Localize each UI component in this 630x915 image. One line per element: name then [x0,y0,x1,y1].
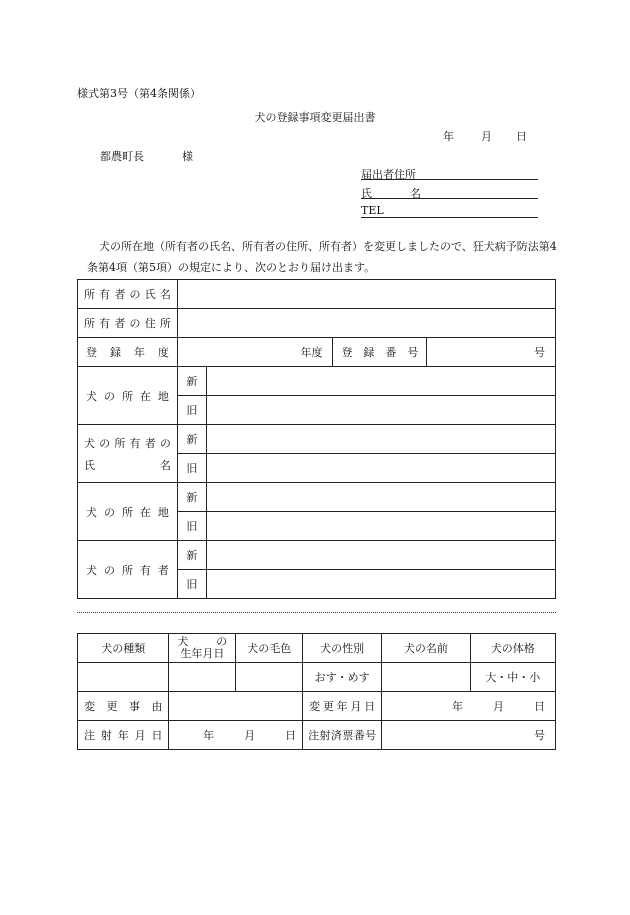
change-reason-field[interactable] [169,692,303,721]
coat-field[interactable] [236,663,303,692]
dog-location-label: 犬 の 所 在 地 [78,367,178,425]
breed-field[interactable] [78,663,169,692]
dog-owner-name-label: 犬 の 所 有 者 の 氏 名 [78,425,178,483]
new-label: 新 [177,425,206,454]
cut-line [77,612,556,613]
dog-location-2-new-field[interactable] [206,483,555,512]
owner-address-label: 所 有 者 の 住 所 [78,309,178,338]
dog-owner-name-old-field[interactable] [206,454,555,483]
coat-header: 犬の毛色 [236,634,303,663]
injection-date-field[interactable]: 年 月 日 [169,721,303,750]
applicant-tel-label: TEL [361,204,384,217]
applicant-name-label-2: 名 [410,187,421,200]
registration-year-label: 登 録 年 度 [78,338,178,367]
dog-location-2-label: 犬 の 所 在 地 [78,483,178,541]
sex-options[interactable]: おす・めす [303,663,382,692]
new-label: 新 [177,367,206,396]
applicant-address-label: 届出者住所 [361,168,416,181]
new-label: 新 [177,483,206,512]
date-day-label: 日 [516,130,527,143]
addressee-honorific: 様 [182,150,193,163]
dog-owner-new-field[interactable] [206,541,555,570]
size-header: 犬の体格 [470,634,555,663]
injection-ticket-label: 注 射 済 票 番 号 [303,721,382,750]
body-text: 犬の所在地（所有者の氏名、所有者の住所、所有者）を変更しましたので、狂犬病予防法第4条第4項（第5項）の規定により、次のとおり届け出ます。 [87,240,557,274]
old-label: 旧 [177,396,206,425]
dog-location-2-old-field[interactable] [206,512,555,541]
dog-name-field[interactable] [382,663,470,692]
registration-number-label: 登 録 番 号 [333,338,427,367]
breed-header: 犬の種類 [78,634,169,663]
main-table [77,279,556,599]
change-date-field[interactable]: 年 月 日 [382,692,556,721]
old-label: 旧 [177,570,206,599]
dog-name-header: 犬の名前 [382,634,470,663]
date-month-label: 月 [481,130,492,143]
form-number: 様式第3号（第4条関係） [77,87,201,100]
old-label: 旧 [177,454,206,483]
registration-year-field[interactable]: 年度 [177,338,333,367]
change-date-label: 変 更 年 月 日 [303,692,382,721]
old-label: 旧 [177,512,206,541]
dog-location-new-field[interactable] [206,367,555,396]
injection-date-label: 注 射 年 月 日 [78,721,169,750]
new-label: 新 [177,541,206,570]
injection-ticket-field[interactable]: 号 [382,721,556,750]
owner-name-label: 所 有 者 の 氏 名 [78,280,178,309]
addressee-name: 都農町長 [100,150,144,163]
date-year-label: 年 [443,130,454,143]
dog-owner-name-new-field[interactable] [206,425,555,454]
owner-name-field[interactable] [177,280,555,309]
applicant-name-line[interactable] [361,185,538,199]
page-title: 犬の登録事項変更届出書 [254,111,376,124]
dog-owner-old-field[interactable] [206,570,555,599]
applicant-name-label-1: 氏 [361,187,372,200]
registration-number-field[interactable]: 号 [427,338,556,367]
applicant-address-line[interactable] [361,166,538,180]
birthdate-header: 犬 の 生年月日 [169,634,236,663]
birthdate-field[interactable] [169,663,236,692]
dog-owner-label: 犬 の 所 有 者 [78,541,178,599]
sex-header: 犬の性別 [303,634,382,663]
dog-location-old-field[interactable] [206,396,555,425]
change-reason-label: 変 更 事 由 [78,692,169,721]
applicant-tel-line[interactable] [361,204,538,218]
size-options[interactable]: 大・中・小 [470,663,555,692]
lower-table [77,633,556,750]
owner-address-field[interactable] [177,309,555,338]
